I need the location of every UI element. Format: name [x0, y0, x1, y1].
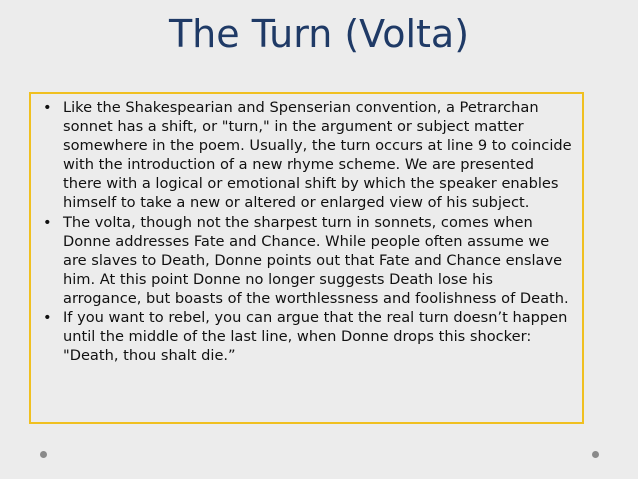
bullet-item-3 — [39, 308, 576, 365]
decorative-dot-left — [40, 451, 47, 458]
bullet-list — [39, 98, 576, 365]
slide-title: The Turn (Volta) — [168, 12, 470, 56]
bullet-item-2 — [39, 213, 576, 308]
content-box — [29, 92, 584, 424]
decorative-dot-right — [592, 451, 599, 458]
bullet-marker: • — [43, 99, 52, 116]
bullet-text: The volta, though not the sharpest turn in sonnets, comes when Donne addresses Fate and Chance. While people often assume we are slaves to Death, Donne points out that Fate and Chance enslave him. At this point Donne no longer suggests Death lose his arrogance, but boasts of the worthlessness and foolishness of Death. — [63, 213, 569, 307]
bullet-item-1 — [39, 98, 576, 213]
bullet-text: If you want to rebel, you can argue that the real turn doesn’t happen until the middle of the last line, when Donne drops this shocker: "Death, thou shalt die.” — [63, 309, 568, 365]
bullet-text: Like the Shakespearian and Spenserian convention, a Petrarchan sonnet has a shift, or "turn," in the argument or subject matter somewhere in the poem. Usually, the turn occurs at line 9 to coincide with the introduction of a new rhyme scheme. We are presented there with a logical or emotional shift by which the speaker enables himself to take a new or altered or enlarged view of his subject. — [63, 99, 572, 212]
bullet-marker: • — [43, 309, 52, 327]
bullet-marker: • — [43, 213, 52, 231]
